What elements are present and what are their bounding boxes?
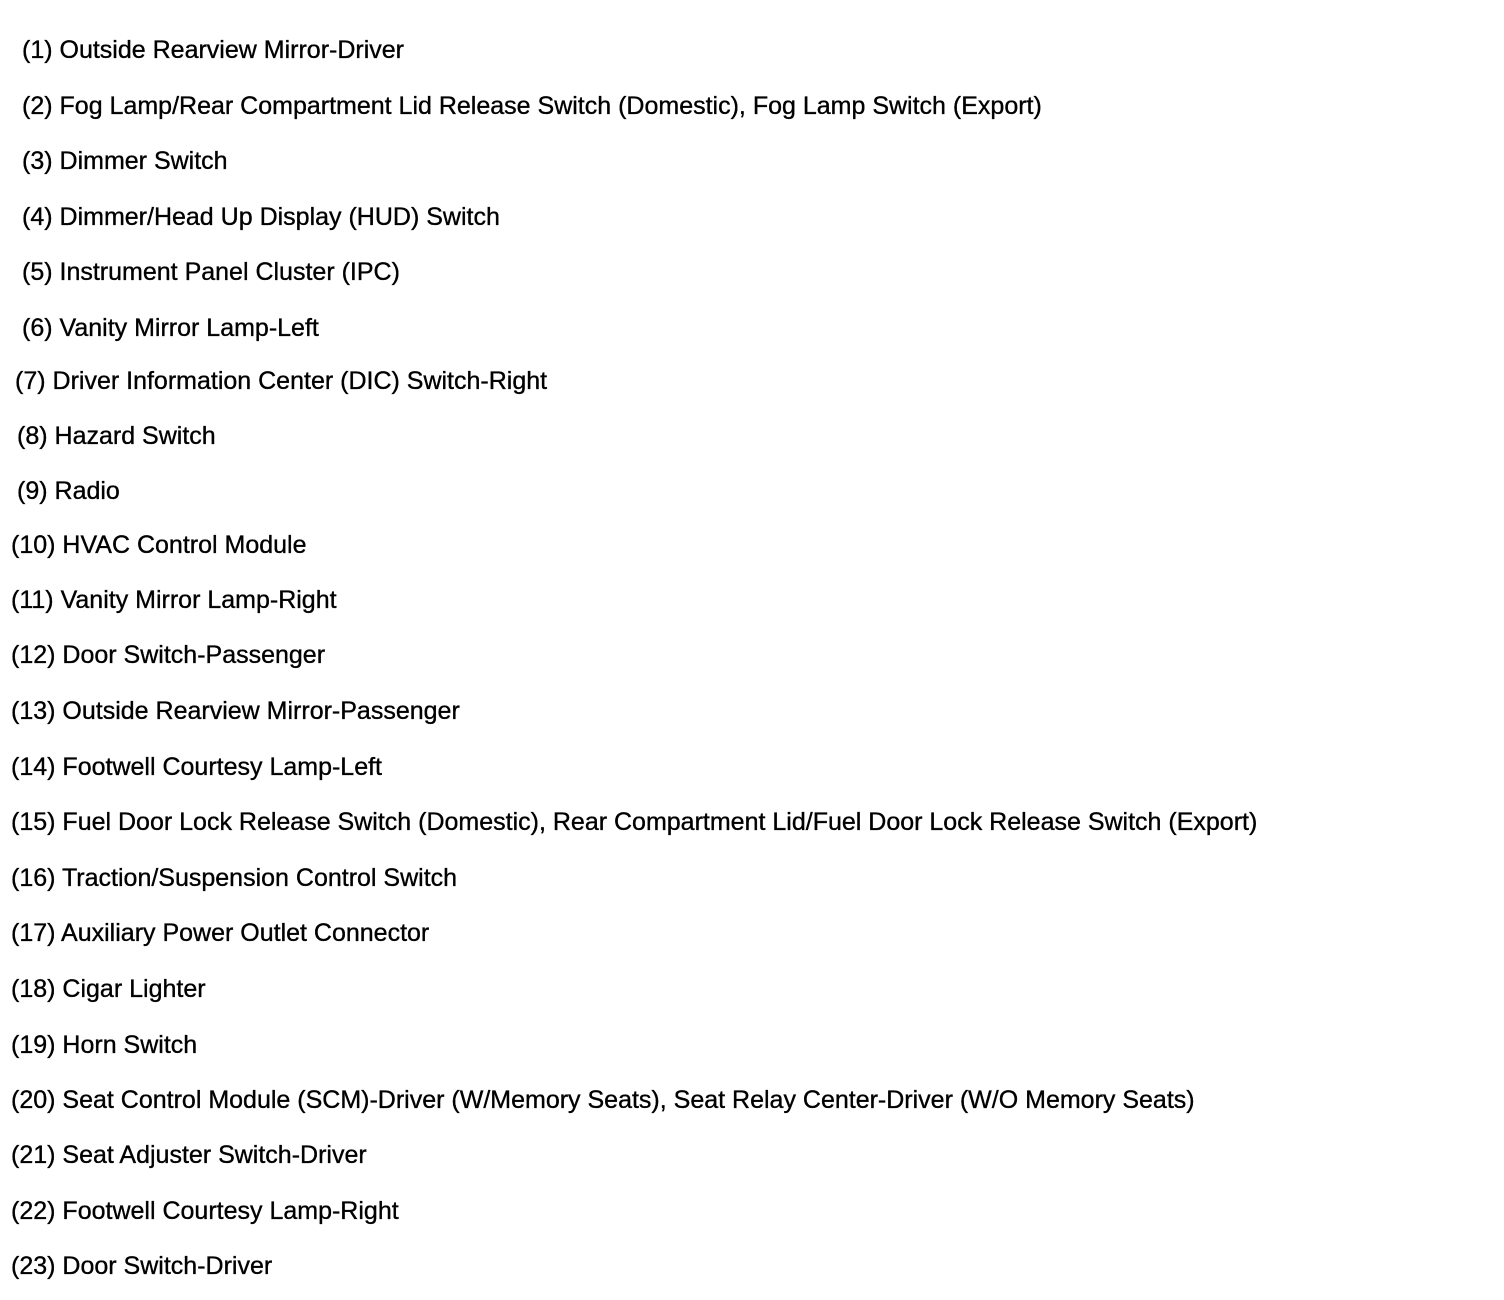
legend-item-6	[22, 313, 319, 343]
item-number: (7)	[15, 367, 46, 395]
legend-item-1	[22, 35, 404, 65]
item-number: (21)	[11, 1141, 56, 1169]
item-number: (1)	[22, 36, 53, 64]
item-number: (16)	[11, 864, 56, 892]
item-number: (8)	[17, 422, 48, 450]
item-label: Door Switch-Passenger	[62, 641, 326, 669]
legend-item-14	[11, 752, 382, 782]
legend-item-16	[11, 863, 457, 893]
legend-item-5	[22, 257, 400, 287]
item-label: Footwell Courtesy Lamp-Right	[62, 1197, 399, 1225]
item-label: Driver Information Center (DIC) Switch-Right	[52, 367, 548, 395]
legend-item-19	[11, 1030, 197, 1060]
legend-item-13	[11, 696, 460, 726]
item-number: (5)	[22, 258, 53, 286]
item-number: (18)	[11, 975, 56, 1003]
item-label: Fuel Door Lock Release Switch (Domestic), Rear Compartment Lid/Fuel Door Lock Release Switch (Export)	[62, 808, 1258, 836]
legend-item-21	[11, 1140, 367, 1170]
item-number: (6)	[22, 314, 53, 342]
item-number: (22)	[11, 1197, 56, 1225]
legend-item-7	[15, 366, 547, 396]
item-label: Auxiliary Power Outlet Connector	[61, 919, 430, 947]
item-number: (19)	[11, 1031, 56, 1059]
item-label: Dimmer/Head Up Display (HUD) Switch	[59, 203, 500, 231]
item-label: Fog Lamp/Rear Compartment Lid Release Switch (Domestic), Fog Lamp Switch (Export)	[59, 92, 1042, 120]
item-label: Footwell Courtesy Lamp-Left	[62, 753, 383, 781]
legend-item-23	[11, 1251, 272, 1281]
item-label: Horn Switch	[62, 1031, 198, 1059]
item-label: Vanity Mirror Lamp-Left	[59, 314, 319, 342]
legend-item-10	[11, 530, 307, 560]
item-number: (14)	[11, 753, 56, 781]
legend-item-3	[22, 146, 228, 176]
item-label: Vanity Mirror Lamp-Right	[60, 586, 337, 614]
item-label: Seat Control Module (SCM)-Driver (W/Memory Seats), Seat Relay Center-Driver (W/O Memory Seats)	[62, 1086, 1195, 1114]
item-label: Door Switch-Driver	[62, 1252, 273, 1280]
item-label: Dimmer Switch	[59, 147, 228, 175]
item-label: Outside Rearview Mirror-Passenger	[62, 697, 460, 725]
legend-item-17	[11, 918, 429, 948]
legend-item-9	[17, 476, 120, 506]
legend-item-11	[11, 585, 337, 615]
item-number: (12)	[11, 641, 56, 669]
item-label: Hazard Switch	[54, 422, 216, 450]
item-number: (23)	[11, 1252, 56, 1280]
item-label: Seat Adjuster Switch-Driver	[62, 1141, 367, 1169]
item-number: (17)	[11, 919, 56, 947]
legend-item-22	[11, 1196, 399, 1226]
item-label: Instrument Panel Cluster (IPC)	[59, 258, 400, 286]
item-label: HVAC Control Module	[62, 531, 307, 559]
item-label: Radio	[54, 477, 120, 505]
item-number: (10)	[11, 531, 56, 559]
legend-item-20	[11, 1085, 1195, 1115]
item-number: (9)	[17, 477, 48, 505]
legend-item-15	[11, 807, 1257, 837]
legend-item-4	[22, 202, 500, 232]
item-number: (2)	[22, 92, 53, 120]
item-number: (20)	[11, 1086, 56, 1114]
legend-item-8	[17, 421, 216, 451]
item-number: (11)	[11, 586, 54, 614]
legend-item-18	[11, 974, 206, 1004]
item-number: (13)	[11, 697, 56, 725]
item-label: Traction/Suspension Control Switch	[61, 864, 458, 892]
legend-item-2	[22, 91, 1042, 121]
item-number: (15)	[11, 808, 56, 836]
item-number: (3)	[22, 147, 53, 175]
item-label: Outside Rearview Mirror-Driver	[59, 36, 405, 64]
item-label: Cigar Lighter	[62, 975, 206, 1003]
item-number: (4)	[22, 203, 53, 231]
legend-item-12	[11, 640, 325, 670]
